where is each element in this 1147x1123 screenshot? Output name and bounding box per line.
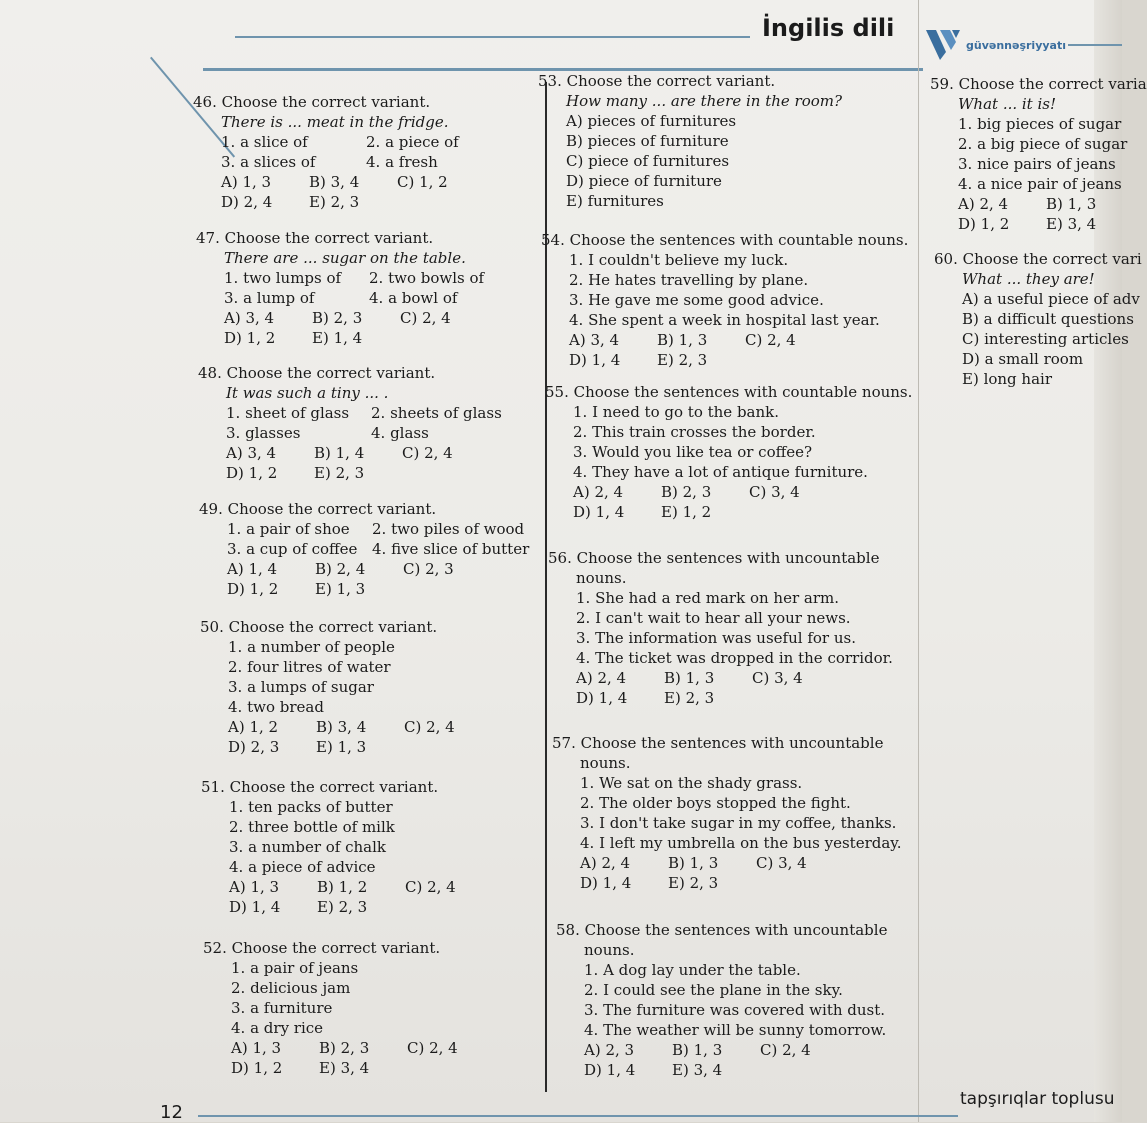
sentence: 1. I need to go to the bank. <box>573 403 780 421</box>
option: 2. delicious jam <box>231 979 351 997</box>
answer-row: A) 2, 4 B) 2, 3 C) 3, 4 <box>573 483 800 501</box>
question-48 <box>198 363 502 483</box>
page-title: İngilis dili <box>762 14 895 42</box>
option: 3. nice pairs of jeans <box>958 155 1116 173</box>
option: 3. a number of chalk <box>229 838 386 856</box>
question-46 <box>193 92 485 212</box>
publisher-name: güvənnəşriyyatı <box>966 38 1066 52</box>
question-title-cont: nouns. <box>584 941 635 959</box>
publisher-logo-icon <box>926 30 960 60</box>
sentence: 3. He gave me some good advice. <box>569 291 824 309</box>
answer-row: A) 1, 3 B) 1, 2 C) 2, 4 <box>229 878 456 896</box>
publisher-logo <box>926 30 1066 60</box>
question-title: 52. Choose the correct variant. <box>203 939 441 957</box>
option: 4. two bread <box>228 698 324 716</box>
sentence: 4. They have a lot of antique furniture. <box>573 463 868 481</box>
option-row: 3. a cup of coffee 4. five slice of butter <box>227 540 530 558</box>
answer-row: A) 1, 3 B) 2, 3 C) 2, 4 <box>231 1039 458 1057</box>
question-title: 50. Choose the correct variant. <box>200 618 438 636</box>
question-49 <box>199 499 529 599</box>
option: 4. a piece of advice <box>229 858 376 876</box>
answer-row: D) 1, 2 E) 1, 3 <box>227 580 366 598</box>
sentence: 3. The information was useful for us. <box>576 629 856 647</box>
question-title: 60. Choose the correct vari <box>934 250 1142 268</box>
answer-row: D) 1, 2 E) 3, 4 <box>958 215 1097 233</box>
option-row: 1. a pair of shoe 2. two piles of wood <box>227 520 525 538</box>
option: 3. a lumps of sugar <box>228 678 374 696</box>
option: C) interesting articles <box>962 330 1129 348</box>
question-57 <box>552 733 902 893</box>
question-47 <box>196 228 488 348</box>
question-title-cont: nouns. <box>580 754 631 772</box>
question-54 <box>541 230 908 370</box>
page-number: 12 <box>160 1102 183 1123</box>
question-title: 49. Choose the correct variant. <box>199 500 437 518</box>
question-prompt: There is ... meat in the fridge. <box>221 113 449 131</box>
option: 2. four litres of water <box>228 658 391 676</box>
question-prompt: What ... they are! <box>962 270 1095 288</box>
answer-row: A) 2, 3 B) 1, 3 C) 2, 4 <box>584 1041 811 1059</box>
option: 2. three bottle of milk <box>229 818 395 836</box>
question-title: 56. Choose the sentences with uncountable <box>548 549 880 567</box>
option: 3. a furniture <box>231 999 333 1017</box>
option-row: 3. a slices of 4. a fresh <box>221 153 438 171</box>
question-53 <box>538 71 842 211</box>
page-fold <box>918 0 919 1122</box>
logo-rule <box>1068 44 1122 46</box>
sentence: 1. A dog lay under the table. <box>584 961 801 979</box>
question-52 <box>203 938 495 1078</box>
question-title: 54. Choose the sentences with countable nouns. <box>541 231 909 249</box>
question-59 <box>930 74 1147 234</box>
question-title: 53. Choose the correct variant. <box>538 72 776 90</box>
option: 1. big pieces of sugar <box>958 115 1122 133</box>
answer-row: A) 1, 4 B) 2, 4 C) 2, 3 <box>227 560 454 578</box>
option-row: 1. a slice of 2. a piece of <box>221 133 459 151</box>
question-title: 47. Choose the correct variant. <box>196 229 434 247</box>
option: A) pieces of furnitures <box>566 112 737 130</box>
option: D) a small room <box>962 350 1084 368</box>
answer-row: D) 1, 4 E) 3, 4 <box>584 1061 723 1079</box>
question-prompt: It was such a tiny ... . <box>226 384 389 402</box>
sentence: 2. I could see the plane in the sky. <box>584 981 843 999</box>
sentence: 3. The furniture was covered with dust. <box>584 1001 886 1019</box>
question-prompt: How many ... are there in the room? <box>566 92 843 110</box>
question-51 <box>201 777 493 917</box>
answer-row: D) 1, 2 E) 3, 4 <box>231 1059 370 1077</box>
question-title: 48. Choose the correct variant. <box>198 364 436 382</box>
option: E) furnitures <box>566 192 664 210</box>
option: 4. a nice pair of jeans <box>958 175 1122 193</box>
question-prompt: What ... it is! <box>958 95 1057 113</box>
option: A) a useful piece of adv <box>962 290 1140 308</box>
answer-row: D) 1, 4 E) 1, 2 <box>573 503 712 521</box>
header-rule <box>235 36 750 38</box>
answer-row: D) 1, 4 E) 2, 3 <box>569 351 708 369</box>
question-56 <box>548 548 893 708</box>
sentence: 4. I left my umbrella on the bus yesterday. <box>580 834 902 852</box>
option: D) piece of furniture <box>566 172 722 190</box>
question-title: 51. Choose the correct variant. <box>201 778 439 796</box>
question-58 <box>556 920 887 1080</box>
answer-row: A) 3, 4 B) 1, 4 C) 2, 4 <box>226 444 453 462</box>
question-title: 46. Choose the correct variant. <box>193 93 431 111</box>
question-prompt: There are ... sugar on the table. <box>224 249 466 267</box>
option-row: 3. a lump of 4. a bowl of <box>224 289 458 307</box>
option: B) a difficult questions <box>962 310 1134 328</box>
option: B) pieces of furniture <box>566 132 729 150</box>
sentence: 2. The older boys stopped the fight. <box>580 794 851 812</box>
sentence: 3. I don't take sugar in my coffee, thanks. <box>580 814 897 832</box>
option: 4. a dry rice <box>231 1019 324 1037</box>
sentence: 2. I can't wait to hear all your news. <box>576 609 851 627</box>
answer-row: D) 1, 4 E) 2, 3 <box>576 689 715 707</box>
answer-row: D) 1, 4 E) 2, 3 <box>229 898 368 916</box>
answer-row: A) 2, 4 B) 1, 3 <box>958 195 1097 213</box>
answer-row: A) 2, 4 B) 1, 3 C) 3, 4 <box>580 854 807 872</box>
answer-row: D) 2, 4 E) 2, 3 <box>221 193 360 211</box>
answer-row: D) 1, 2 E) 1, 4 <box>224 329 363 347</box>
option: 2. a big piece of sugar <box>958 135 1128 153</box>
question-title: 55. Choose the sentences with countable nouns. <box>545 383 913 401</box>
option: 1. a pair of jeans <box>231 959 359 977</box>
question-55 <box>545 382 912 522</box>
option-row: 1. two lumps of 2. two bowls of <box>224 269 485 287</box>
option-row: 3. glasses 4. glass <box>226 424 429 442</box>
option-row: 1. sheet of glass 2. sheets of glass <box>226 404 502 422</box>
sentence: 3. Would you like tea or coffee? <box>573 443 813 461</box>
answer-row: A) 3, 4 B) 1, 3 C) 2, 4 <box>569 331 796 349</box>
sentence: 4. She spent a week in hospital last year. <box>569 311 880 329</box>
sentence: 1. We sat on the shady grass. <box>580 774 803 792</box>
question-title: 58. Choose the sentences with uncountable <box>556 921 888 939</box>
question-title: 59. Choose the correct varia <box>930 75 1147 93</box>
footer-title: tapşırıqlar toplusu <box>960 1089 1115 1109</box>
question-60 <box>934 249 1142 389</box>
answer-row: D) 1, 4 E) 2, 3 <box>580 874 719 892</box>
footer-rule <box>198 1115 958 1117</box>
answer-row: D) 1, 2 E) 2, 3 <box>226 464 365 482</box>
answer-row: A) 1, 3 B) 3, 4 C) 1, 2 <box>221 173 448 191</box>
answer-row: A) 3, 4 B) 2, 3 C) 2, 4 <box>224 309 451 327</box>
option: 1. ten packs of butter <box>229 798 393 816</box>
option: 1. a number of people <box>228 638 395 656</box>
sentence: 1. I couldn't believe my luck. <box>569 251 789 269</box>
answer-row: A) 2, 4 B) 1, 3 C) 3, 4 <box>576 669 803 687</box>
option: E) long hair <box>962 370 1052 388</box>
answer-row: D) 2, 3 E) 1, 3 <box>228 738 367 756</box>
question-title-cont: nouns. <box>576 569 627 587</box>
answer-row: A) 1, 2 B) 3, 4 C) 2, 4 <box>228 718 455 736</box>
option: C) piece of furnitures <box>566 152 730 170</box>
sentence: 1. She had a red mark on her arm. <box>576 589 839 607</box>
question-title: 57. Choose the sentences with uncountable <box>552 734 884 752</box>
sentence: 2. He hates travelling by plane. <box>569 271 809 289</box>
sentence: 4. The weather will be sunny tomorrow. <box>584 1021 887 1039</box>
question-50 <box>200 617 492 757</box>
sentence: 4. The ticket was dropped in the corridor. <box>576 649 893 667</box>
sentence: 2. This train crosses the border. <box>573 423 816 441</box>
